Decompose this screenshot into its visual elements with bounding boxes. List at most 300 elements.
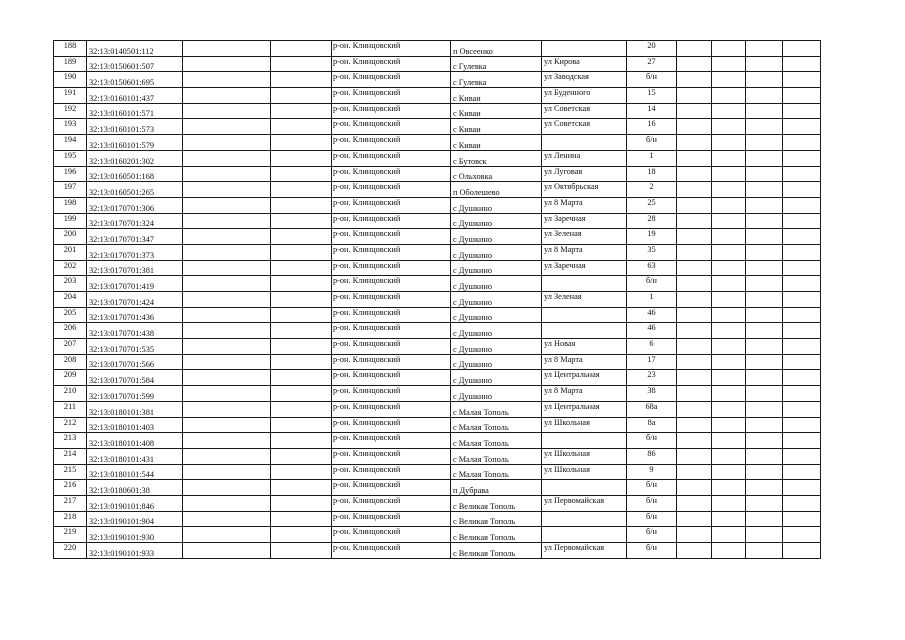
empty-cell [712, 354, 746, 370]
district-cell: р-он. Клинцовский [332, 135, 451, 151]
district-cell: р-он. Клинцовский [332, 401, 451, 417]
empty-cell [183, 150, 271, 166]
table-row [54, 292, 821, 308]
empty-cell [783, 433, 821, 449]
district-cell: р-он. Клинцовский [332, 182, 451, 198]
empty-cell [183, 433, 271, 449]
empty-cell [183, 527, 271, 543]
empty-cell [783, 401, 821, 417]
table-row [54, 543, 821, 559]
locality-cell: с Малая Тополь [451, 401, 542, 417]
empty-cell [712, 433, 746, 449]
district-cell: р-он. Клинцовский [332, 72, 451, 88]
empty-cell [271, 135, 332, 151]
empty-cell [677, 307, 712, 323]
building-number: 25 [627, 197, 677, 213]
table-row [54, 370, 821, 386]
empty-cell [712, 511, 746, 527]
empty-cell [271, 292, 332, 308]
empty-cell [183, 244, 271, 260]
row-number: 192 [54, 103, 87, 119]
locality-cell: с Душкино [451, 213, 542, 229]
table-row [54, 150, 821, 166]
row-number: 196 [54, 166, 87, 182]
empty-cell [183, 448, 271, 464]
empty-cell [677, 354, 712, 370]
empty-cell [783, 495, 821, 511]
empty-cell [746, 119, 783, 135]
locality-cell: с Душкино [451, 323, 542, 339]
empty-cell [677, 417, 712, 433]
row-number: 209 [54, 370, 87, 386]
empty-cell [746, 433, 783, 449]
empty-cell [271, 339, 332, 355]
locality-cell: с Душкино [451, 244, 542, 260]
empty-cell [271, 370, 332, 386]
street-cell: ул 8 Марта [542, 197, 627, 213]
empty-cell [183, 307, 271, 323]
empty-cell [677, 182, 712, 198]
table-row [54, 244, 821, 260]
cadastral-number: 32:13:0140501:112 [87, 41, 183, 57]
empty-cell [677, 260, 712, 276]
locality-cell: с Ольховка [451, 166, 542, 182]
table-row [54, 213, 821, 229]
building-number: б/н [627, 495, 677, 511]
empty-cell [746, 448, 783, 464]
street-cell: ул 8 Марта [542, 354, 627, 370]
empty-cell [783, 480, 821, 496]
building-number: б/н [627, 527, 677, 543]
empty-cell [783, 511, 821, 527]
street-cell: ул Новая [542, 339, 627, 355]
district-cell: р-он. Клинцовский [332, 41, 451, 57]
building-number: 86 [627, 448, 677, 464]
table-row [54, 323, 821, 339]
table-body [54, 41, 821, 559]
empty-cell [677, 511, 712, 527]
empty-cell [183, 417, 271, 433]
row-number: 212 [54, 417, 87, 433]
street-cell: ул Школьная [542, 448, 627, 464]
table-row [54, 260, 821, 276]
empty-cell [712, 41, 746, 57]
table-row [54, 182, 821, 198]
district-cell: р-он. Клинцовский [332, 150, 451, 166]
row-number: 210 [54, 386, 87, 402]
empty-cell [183, 213, 271, 229]
row-number: 190 [54, 72, 87, 88]
district-cell: р-он. Клинцовский [332, 527, 451, 543]
row-number: 199 [54, 213, 87, 229]
empty-cell [183, 260, 271, 276]
table-row [54, 511, 821, 527]
locality-cell: с Душкино [451, 307, 542, 323]
district-cell: р-он. Клинцовский [332, 197, 451, 213]
empty-cell [746, 72, 783, 88]
table-row [54, 339, 821, 355]
locality-cell: с Душкино [451, 276, 542, 292]
empty-cell [677, 480, 712, 496]
table-row [54, 354, 821, 370]
locality-cell: с Малая Тополь [451, 433, 542, 449]
cadastral-number: 32:13:0170701:306 [87, 197, 183, 213]
empty-cell [783, 354, 821, 370]
empty-cell [783, 260, 821, 276]
table-row [54, 229, 821, 245]
empty-cell [783, 213, 821, 229]
empty-cell [712, 307, 746, 323]
empty-cell [183, 292, 271, 308]
empty-cell [746, 135, 783, 151]
empty-cell [746, 197, 783, 213]
empty-cell [712, 72, 746, 88]
empty-cell [746, 495, 783, 511]
empty-cell [183, 41, 271, 57]
locality-cell: с Киваи [451, 135, 542, 151]
building-number: 68а [627, 401, 677, 417]
table-row [54, 103, 821, 119]
street-cell: ул Луговая [542, 166, 627, 182]
table-row [54, 417, 821, 433]
empty-cell [783, 150, 821, 166]
empty-cell [271, 543, 332, 559]
empty-cell [783, 166, 821, 182]
building-number: б/н [627, 135, 677, 151]
empty-cell [677, 72, 712, 88]
empty-cell [746, 527, 783, 543]
empty-cell [677, 213, 712, 229]
empty-cell [746, 260, 783, 276]
row-number: 205 [54, 307, 87, 323]
building-number: б/н [627, 72, 677, 88]
district-cell: р-он. Клинцовский [332, 323, 451, 339]
empty-cell [712, 103, 746, 119]
empty-cell [183, 103, 271, 119]
building-number: 1 [627, 150, 677, 166]
cadastral-number: 32:13:0170701:347 [87, 229, 183, 245]
street-cell [542, 135, 627, 151]
empty-cell [712, 292, 746, 308]
empty-cell [712, 370, 746, 386]
empty-cell [271, 417, 332, 433]
empty-cell [271, 41, 332, 57]
district-cell: р-он. Клинцовский [332, 292, 451, 308]
empty-cell [183, 276, 271, 292]
district-cell: р-он. Клинцовский [332, 386, 451, 402]
empty-cell [746, 276, 783, 292]
district-cell: р-он. Клинцовский [332, 119, 451, 135]
empty-cell [746, 354, 783, 370]
registry-table [53, 40, 821, 559]
empty-cell [183, 543, 271, 559]
empty-cell [183, 88, 271, 104]
empty-cell [746, 323, 783, 339]
locality-cell: с Киваи [451, 119, 542, 135]
empty-cell [183, 72, 271, 88]
cadastral-number: 32:13:0160501:265 [87, 182, 183, 198]
district-cell: р-он. Клинцовский [332, 354, 451, 370]
empty-cell [183, 354, 271, 370]
empty-cell [746, 292, 783, 308]
street-cell [542, 527, 627, 543]
empty-cell [271, 354, 332, 370]
building-number: 14 [627, 103, 677, 119]
building-number: б/н [627, 511, 677, 527]
empty-cell [271, 260, 332, 276]
empty-cell [746, 150, 783, 166]
empty-cell [271, 197, 332, 213]
empty-cell [183, 229, 271, 245]
empty-cell [746, 543, 783, 559]
empty-cell [746, 182, 783, 198]
empty-cell [783, 527, 821, 543]
empty-cell [183, 197, 271, 213]
street-cell [542, 433, 627, 449]
district-cell: р-он. Клинцовский [332, 495, 451, 511]
row-number: 198 [54, 197, 87, 213]
street-cell: ул Советская [542, 119, 627, 135]
empty-cell [783, 197, 821, 213]
empty-cell [712, 197, 746, 213]
locality-cell: с Душкино [451, 229, 542, 245]
row-number: 217 [54, 495, 87, 511]
district-cell: р-он. Клинцовский [332, 244, 451, 260]
street-cell [542, 276, 627, 292]
empty-cell [783, 386, 821, 402]
building-number: 63 [627, 260, 677, 276]
building-number: 46 [627, 307, 677, 323]
building-number: 15 [627, 88, 677, 104]
building-number: 2 [627, 182, 677, 198]
table-row [54, 527, 821, 543]
empty-cell [183, 370, 271, 386]
empty-cell [677, 56, 712, 72]
row-number: 200 [54, 229, 87, 245]
empty-cell [677, 323, 712, 339]
empty-cell [183, 401, 271, 417]
cadastral-number: 32:13:0150601:507 [87, 56, 183, 72]
table-row [54, 72, 821, 88]
building-number: 46 [627, 323, 677, 339]
empty-cell [783, 417, 821, 433]
empty-cell [183, 182, 271, 198]
document-page [53, 40, 820, 559]
locality-cell: п Овсеенко [451, 41, 542, 57]
empty-cell [271, 448, 332, 464]
row-number: 215 [54, 464, 87, 480]
empty-cell [677, 150, 712, 166]
empty-cell [271, 213, 332, 229]
empty-cell [677, 244, 712, 260]
empty-cell [712, 150, 746, 166]
building-number: 9 [627, 464, 677, 480]
table-row [54, 41, 821, 57]
building-number: 6 [627, 339, 677, 355]
empty-cell [271, 72, 332, 88]
street-cell: ул Первомайская [542, 543, 627, 559]
row-number: 194 [54, 135, 87, 151]
building-number: 8а [627, 417, 677, 433]
empty-cell [746, 511, 783, 527]
empty-cell [677, 276, 712, 292]
empty-cell [712, 276, 746, 292]
empty-cell [746, 464, 783, 480]
locality-cell: с Душкино [451, 370, 542, 386]
cadastral-number: 32:13:0170701:535 [87, 339, 183, 355]
table-row [54, 495, 821, 511]
locality-cell: с Киваи [451, 103, 542, 119]
district-cell: р-он. Клинцовский [332, 511, 451, 527]
empty-cell [712, 323, 746, 339]
empty-cell [712, 260, 746, 276]
street-cell: ул 8 Марта [542, 386, 627, 402]
cadastral-number: 32:13:0180101:403 [87, 417, 183, 433]
table-row [54, 119, 821, 135]
street-cell [542, 511, 627, 527]
table-row [54, 197, 821, 213]
empty-cell [271, 182, 332, 198]
street-cell: ул Первомайская [542, 495, 627, 511]
table-row [54, 166, 821, 182]
row-number: 203 [54, 276, 87, 292]
empty-cell [783, 543, 821, 559]
empty-cell [183, 339, 271, 355]
row-number: 216 [54, 480, 87, 496]
empty-cell [271, 119, 332, 135]
table-row [54, 276, 821, 292]
locality-cell: с Душкино [451, 339, 542, 355]
cadastral-number: 32:13:0160101:573 [87, 119, 183, 135]
locality-cell: с Гулевка [451, 72, 542, 88]
empty-cell [183, 464, 271, 480]
empty-cell [783, 88, 821, 104]
empty-cell [271, 323, 332, 339]
empty-cell [746, 56, 783, 72]
street-cell: ул 8 Марта [542, 244, 627, 260]
locality-cell: с Великая Тополь [451, 527, 542, 543]
empty-cell [677, 386, 712, 402]
locality-cell: с Бутовск [451, 150, 542, 166]
table-row [54, 386, 821, 402]
empty-cell [677, 339, 712, 355]
cadastral-number: 32:13:0180101:544 [87, 464, 183, 480]
row-number: 204 [54, 292, 87, 308]
street-cell [542, 41, 627, 57]
locality-cell: с Душкино [451, 260, 542, 276]
empty-cell [271, 495, 332, 511]
table-row [54, 401, 821, 417]
cadastral-number: 32:13:0170701:599 [87, 386, 183, 402]
locality-cell: с Душкино [451, 197, 542, 213]
street-cell: ул Зеленая [542, 229, 627, 245]
building-number: 27 [627, 56, 677, 72]
empty-cell [746, 103, 783, 119]
table-row [54, 88, 821, 104]
cadastral-number: 32:13:0190101:904 [87, 511, 183, 527]
locality-cell: с Малая Тополь [451, 417, 542, 433]
row-number: 207 [54, 339, 87, 355]
row-number: 188 [54, 41, 87, 57]
empty-cell [783, 41, 821, 57]
empty-cell [271, 307, 332, 323]
empty-cell [677, 527, 712, 543]
empty-cell [746, 480, 783, 496]
district-cell: р-он. Клинцовский [332, 213, 451, 229]
cadastral-number: 32:13:0160101:437 [87, 88, 183, 104]
row-number: 220 [54, 543, 87, 559]
district-cell: р-он. Клинцовский [332, 307, 451, 323]
empty-cell [677, 119, 712, 135]
street-cell: ул Кирова [542, 56, 627, 72]
district-cell: р-он. Клинцовский [332, 480, 451, 496]
empty-cell [271, 244, 332, 260]
empty-cell [712, 119, 746, 135]
cadastral-number: 32:13:0190101:846 [87, 495, 183, 511]
empty-cell [677, 88, 712, 104]
empty-cell [271, 229, 332, 245]
empty-cell [271, 276, 332, 292]
empty-cell [677, 166, 712, 182]
empty-cell [783, 103, 821, 119]
building-number: 38 [627, 386, 677, 402]
empty-cell [183, 135, 271, 151]
row-number: 211 [54, 401, 87, 417]
street-cell: ул Школьная [542, 417, 627, 433]
street-cell [542, 323, 627, 339]
cadastral-number: 32:13:0180101:431 [87, 448, 183, 464]
empty-cell [783, 323, 821, 339]
empty-cell [712, 166, 746, 182]
street-cell: ул Буденного [542, 88, 627, 104]
empty-cell [712, 213, 746, 229]
row-number: 193 [54, 119, 87, 135]
building-number: б/н [627, 276, 677, 292]
empty-cell [183, 511, 271, 527]
locality-cell: с Великая Тополь [451, 543, 542, 559]
empty-cell [783, 182, 821, 198]
table-row [54, 135, 821, 151]
building-number: 16 [627, 119, 677, 135]
row-number: 191 [54, 88, 87, 104]
locality-cell: с Киваи [451, 88, 542, 104]
building-number: б/н [627, 433, 677, 449]
table-row [54, 433, 821, 449]
cadastral-number: 32:13:0160101:579 [87, 135, 183, 151]
building-number: б/н [627, 543, 677, 559]
empty-cell [746, 307, 783, 323]
empty-cell [746, 339, 783, 355]
row-number: 189 [54, 56, 87, 72]
street-cell [542, 480, 627, 496]
cadastral-number: 32:13:0170701:436 [87, 307, 183, 323]
empty-cell [677, 370, 712, 386]
table-row [54, 448, 821, 464]
empty-cell [712, 495, 746, 511]
district-cell: р-он. Клинцовский [332, 417, 451, 433]
empty-cell [271, 527, 332, 543]
empty-cell [746, 370, 783, 386]
locality-cell: с Гулевка [451, 56, 542, 72]
empty-cell [783, 464, 821, 480]
row-number: 214 [54, 448, 87, 464]
empty-cell [712, 417, 746, 433]
empty-cell [712, 480, 746, 496]
street-cell: ул Заречная [542, 260, 627, 276]
building-number: 20 [627, 41, 677, 57]
table-row [54, 307, 821, 323]
empty-cell [712, 448, 746, 464]
